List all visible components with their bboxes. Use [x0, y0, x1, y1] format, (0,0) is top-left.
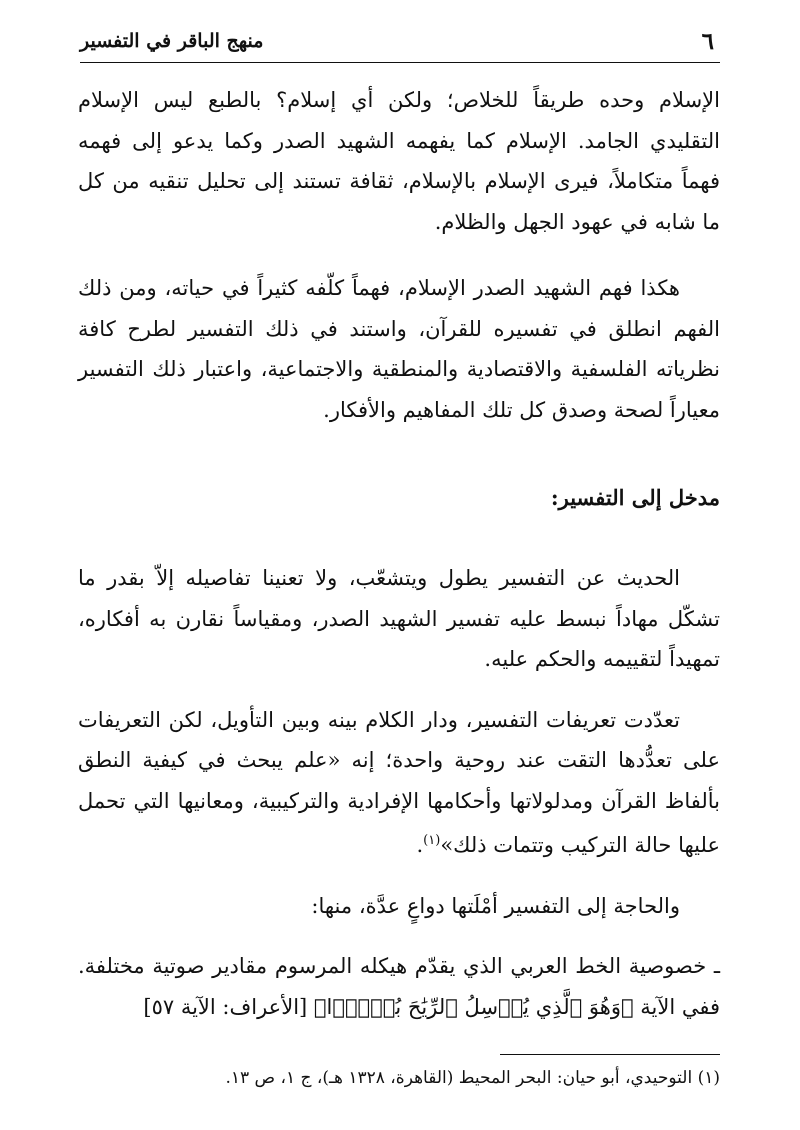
paragraph-6 [78, 946, 720, 1027]
paragraph-1: الإسلام وحده طريقاً للخلاص؛ ولكن أي إسلام؟ بالطبع ليس الإسلام التقليدي الجامد. الإسلام كما يفهمه الشهيد الصدر وكما يدعو إلى فهمه فهماً متكاملاً، فيرى الإسلام بالإسلام، ثقافة تستند إلى تحليل تنقيه من كل ما شابه في عهود الجهل والظلام. [78, 88, 720, 234]
paragraph-6-text: ـ خصوصية الخط العربي الذي يقدّم هيكله المرسوم مقادير صوتية مختلفة. ففي الآية [78, 954, 720, 1019]
page-header [80, 28, 720, 63]
footnote-divider [500, 1054, 720, 1055]
paragraph-2: هكذا فهم الشهيد الصدر الإسلام، فهماً كلّفه كثيراً في حياته، ومن ذلك الفهم انطلق في تفسيره للقرآن، واستند في ذلك التفسير لطرح كافة نظرياته الفلسفية والاقتصادية والمنطقية والاجتماعية، واعتبار ذلك التفسير معياراً لصحة وصدق كل تلك المفاهيم والأفكار. [78, 276, 720, 422]
paragraph-4-end: . [416, 833, 424, 857]
page-body [78, 80, 720, 1027]
footnote-reference: (١) [423, 833, 441, 848]
page-number: ٦ [701, 28, 714, 55]
paragraph-4-text: تعدّدت تعريفات التفسير، ودار الكلام بينه وبين التأويل، لكن التعريفات على تعدُّدها التقت عند روحية واحدة؛ إنه «علم يبحث في كيفية النطق بألفاظ القرآن ومدلولاتها وأحكامها الإفرادية والتركيبية، ومعانيها التي تحمل عليها حالة التركيب وتتمات ذلك» [78, 707, 720, 857]
section-heading: مدخل إلى التفسير: [550, 485, 720, 510]
footnote: (١) التوحيدي، أبو حيان: البحر المحيط (القاهرة، ١٣٢٨ هـ)، ج ١، ص ١٣. [225, 1068, 720, 1088]
quran-verse: ﴿وَهُوَ ٱلَّذِي يُرۡسِلُ ٱلرِّيَٰحَ بُشۡرَۢا﴾ [313, 994, 634, 1019]
paragraph-5: والحاجة إلى التفسير أمْلَتها دواعٍ عدَّة، منها: [311, 893, 680, 918]
paragraph-4 [78, 700, 720, 866]
paragraph-3: الحديث عن التفسير يطول ويتشعّب، ولا تعنينا تفاصيله إلاّ بقدر ما تشكّل مهاداً نبسط عليه تفسير الشهيد الصدر، ومقياساً نقارن به أفكاره، تمهيداً لتقييمه والحكم عليه. [78, 566, 720, 671]
verse-reference: [الأعراف: الآية ٥٧] [143, 994, 314, 1019]
running-title: منهج الباقر في التفسير [80, 30, 264, 52]
